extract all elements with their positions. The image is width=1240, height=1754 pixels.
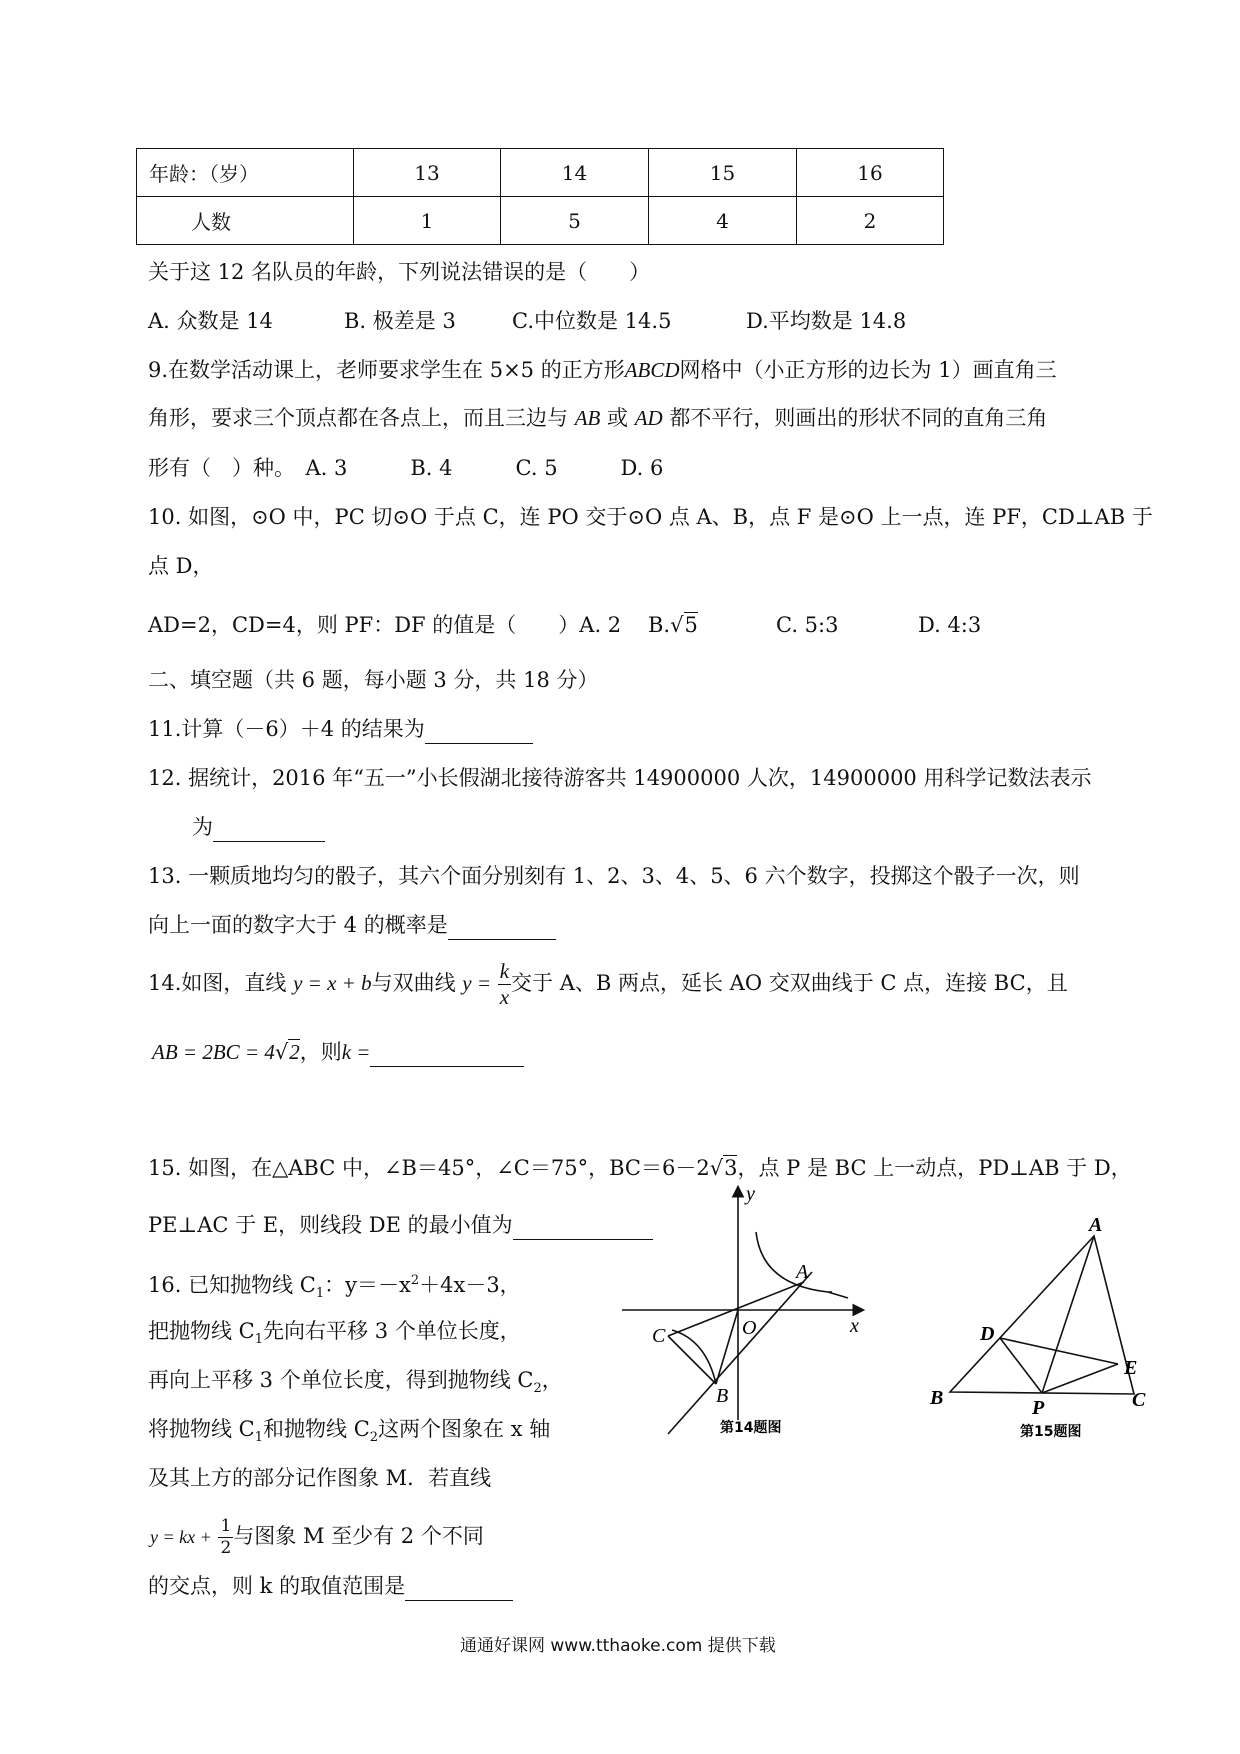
q12-text: 为: [192, 815, 213, 839]
table-row: [137, 149, 944, 197]
label-b: B: [716, 1385, 729, 1407]
table-cell: 2: [797, 197, 944, 245]
label-e: E: [1124, 1357, 1138, 1379]
segment-ap: [1042, 1236, 1094, 1393]
answer-blank: [213, 819, 325, 842]
q16-line6: [150, 1508, 484, 1565]
table-cell: 13: [354, 149, 501, 197]
answer-blank: [448, 917, 556, 940]
q15-line2: [148, 1210, 653, 1240]
q9-text: 网格中（小正方形的边长为 1）画直角三: [679, 358, 1057, 382]
q14-radicand: 2: [289, 1040, 300, 1064]
q9-abcd: ABCD: [624, 358, 680, 382]
line-y-x-b: [668, 1272, 812, 1434]
hyperbola-branch: [672, 1330, 716, 1384]
q10-line2: 点 D，: [148, 554, 214, 578]
table-count-label: 人数: [137, 197, 354, 245]
subscript: 2: [533, 1381, 542, 1397]
q10-option-b-radicand: 5: [684, 613, 698, 637]
q14-k-equals: k =: [341, 1040, 371, 1064]
q9-line2: [148, 403, 1047, 433]
q14-curve-lhs: y =: [462, 971, 492, 995]
label-b: B: [930, 1387, 944, 1409]
q11: [148, 714, 533, 744]
hyperbola-branch: [828, 1292, 848, 1298]
q10-option-b: B.√5: [648, 613, 698, 637]
figure-15-caption: 第15题图: [1020, 1424, 1082, 1440]
q16-text: 把抛物线 C: [148, 1319, 255, 1343]
q9-text: 角形，要求三个顶点都在各点上，而且三边与: [148, 406, 568, 430]
q11-text: 11.计算（－6）＋4 的结果为: [148, 717, 425, 741]
table-cell: 14: [501, 149, 649, 197]
segment-ob: [716, 1310, 738, 1384]
q16-text: 将抛物线 C: [148, 1417, 255, 1441]
q14-line-equation: y = x + b: [293, 971, 372, 995]
q15-text: ，点 P 是 BC 上一动点，PD⊥AB 于 D，: [737, 1156, 1132, 1180]
q14-text: 与双曲线: [371, 971, 456, 995]
q16-line1: [148, 1266, 521, 1309]
q16-text: ：y＝－x: [324, 1273, 411, 1297]
q16-fraction: [218, 1518, 233, 1557]
q16-line5: 及其上方的部分记作图象 M．若直线: [148, 1466, 492, 1490]
fraction-numerator: k: [499, 959, 510, 983]
label-c: C: [1132, 1389, 1146, 1411]
q9-text: 或: [607, 406, 629, 430]
answer-blank: [370, 1044, 524, 1067]
q16-text: 再向上平移 3 个单位长度，得到抛物线 C: [148, 1368, 534, 1392]
q10-option-d: D. 4:3: [918, 613, 982, 637]
table-cell: 4: [649, 197, 797, 245]
q14-fraction: [498, 961, 511, 1008]
q9-text: 9.在数学活动课上，老师要求学生在 5×5 的正方形: [148, 358, 625, 382]
q10-line3: AD=2，CD=4，则 PF：DF 的值是（ ）A. 2: [148, 613, 622, 637]
q14-text: 14.如图，直线: [148, 971, 287, 995]
label-p: P: [1032, 1397, 1045, 1419]
q15-radicand: 3: [724, 1156, 738, 1180]
figure-14: [600, 1180, 880, 1440]
segment-bc: [668, 1336, 716, 1384]
footer-text: 通通好课网 www.tthaoke.com 提供下载: [460, 1636, 776, 1656]
answer-blank: [425, 721, 533, 744]
table-cell: 5: [501, 197, 649, 245]
q16-text: 先向右平移 3 个单位长度，: [263, 1319, 521, 1343]
q14-text: 交于 A、B 两点，延长 AO 交双曲线于 C 点，连接 BC，且: [511, 971, 1068, 995]
q16-text: 这两个图象在 x 轴: [378, 1417, 551, 1441]
q13-text: 向上一面的数字大于 4 的概率是: [148, 913, 448, 937]
fraction-numerator: 1: [220, 1516, 232, 1536]
table-row: [137, 197, 944, 245]
q15-text: PE⊥AC 于 E，则线段 DE 的最小值为: [148, 1213, 513, 1237]
q9-text: 都不平行，则画出的形状不同的直角三角: [669, 406, 1048, 430]
table-header-label: 年龄：（岁）: [137, 149, 354, 197]
segment-pe: [1042, 1364, 1118, 1393]
q13-line2: [148, 910, 556, 940]
answer-blank: [405, 1578, 513, 1601]
table-cell: 15: [649, 149, 797, 197]
q8-option-b: B. 极差是 3: [344, 309, 456, 333]
fraction-denominator: 2: [220, 1538, 232, 1558]
q16-text: 和抛物线 C: [263, 1417, 370, 1441]
q8-option-c: C.中位数是 14.5: [512, 309, 672, 333]
q14-line2: AB = 2BC = 4√2，则k =: [152, 1037, 524, 1067]
label-d: D: [980, 1323, 995, 1345]
q16-line7: [148, 1571, 513, 1601]
q15-line1: 15. 如图，在△ABC 中，∠B＝45°，∠C＝75°，BC＝6－2√3，点 P 是 BC 上一动点，PD⊥AB 于 D，: [148, 1156, 1132, 1180]
section-heading: 二、填空题（共 6 题，每小题 3 分，共 18 分）: [148, 668, 599, 692]
subscript: 1: [254, 1332, 264, 1348]
figure-14-caption: 第14题图: [720, 1420, 782, 1436]
q8-option-a: A. 众数是 14: [148, 309, 273, 333]
segment-ac: [668, 1282, 804, 1336]
q16-line-equation: y = kx +: [150, 1527, 212, 1547]
fraction-denominator: x: [499, 985, 510, 1009]
q14-line1: [148, 955, 1068, 1011]
subscript: 1: [315, 1286, 325, 1302]
superscript: 2: [410, 1273, 420, 1288]
q9-ad: AD: [634, 406, 663, 430]
label-o: O: [742, 1317, 757, 1339]
q10-option-c: C. 5:3: [776, 613, 839, 637]
label-a: A: [1089, 1214, 1103, 1236]
figure-15: [924, 1214, 1164, 1450]
q9-ab: AB: [574, 406, 601, 430]
q8-stem: 关于这 12 名队员的年龄，下列说法错误的是（ ）: [148, 260, 651, 284]
subscript: 2: [369, 1430, 379, 1446]
q16-text: 的交点，则 k 的取值范围是: [148, 1574, 406, 1598]
age-table: [136, 148, 944, 245]
q13-line1: 13. 一颗质地均匀的骰子，其六个面分别刻有 1、2、3、4、5、6 六个数字，投掷这个骰子一次，则: [148, 864, 1080, 888]
q16-line2: [148, 1316, 521, 1355]
triangle-abc: [950, 1236, 1134, 1394]
q8-option-d: D.平均数是 14.8: [746, 309, 907, 333]
q16-line3: [148, 1365, 563, 1404]
q16-text: 与图象 M 至少有 2 个不同: [233, 1524, 484, 1548]
q9-line1: [148, 355, 1057, 385]
q16-text: ＋4x－3，: [419, 1273, 521, 1297]
hyperbola-branch: [756, 1232, 832, 1292]
q15-text: 15. 如图，在△ABC 中，∠B＝45°，∠C＝75°，BC＝6－2: [148, 1156, 710, 1180]
q10-line1: 10. 如图，⊙O 中，PC 切⊙O 于点 C，连 PO 交于⊙O 点 A、B，点 F 是⊙O 上一点，连 PF，CD⊥AB 于: [148, 505, 1153, 529]
label-c: C: [652, 1325, 666, 1347]
q12-line2: [192, 812, 325, 842]
label-a: A: [796, 1261, 809, 1283]
label-y: y: [746, 1183, 755, 1205]
q16-line4: [148, 1414, 550, 1453]
subscript: 1: [254, 1430, 264, 1446]
q10-option-b-label: B.: [648, 613, 671, 637]
q12-line1: 12. 据统计，2016 年“五一”小长假湖北接待游客共 14900000 人次，14900000 用科学记数法表示: [148, 766, 1092, 790]
table-cell: 16: [797, 149, 944, 197]
q14-condition: AB = 2BC = 4: [152, 1040, 275, 1064]
q14-text: ，则: [299, 1040, 342, 1064]
label-x: x: [850, 1315, 859, 1337]
q9-line3: 形有（ ）种。 A. 3 B. 4 C. 5 D. 6: [148, 456, 664, 480]
q16-text: 16. 已知抛物线 C: [148, 1273, 316, 1297]
q16-text: ，: [541, 1368, 563, 1392]
table-cell: 1: [354, 197, 501, 245]
